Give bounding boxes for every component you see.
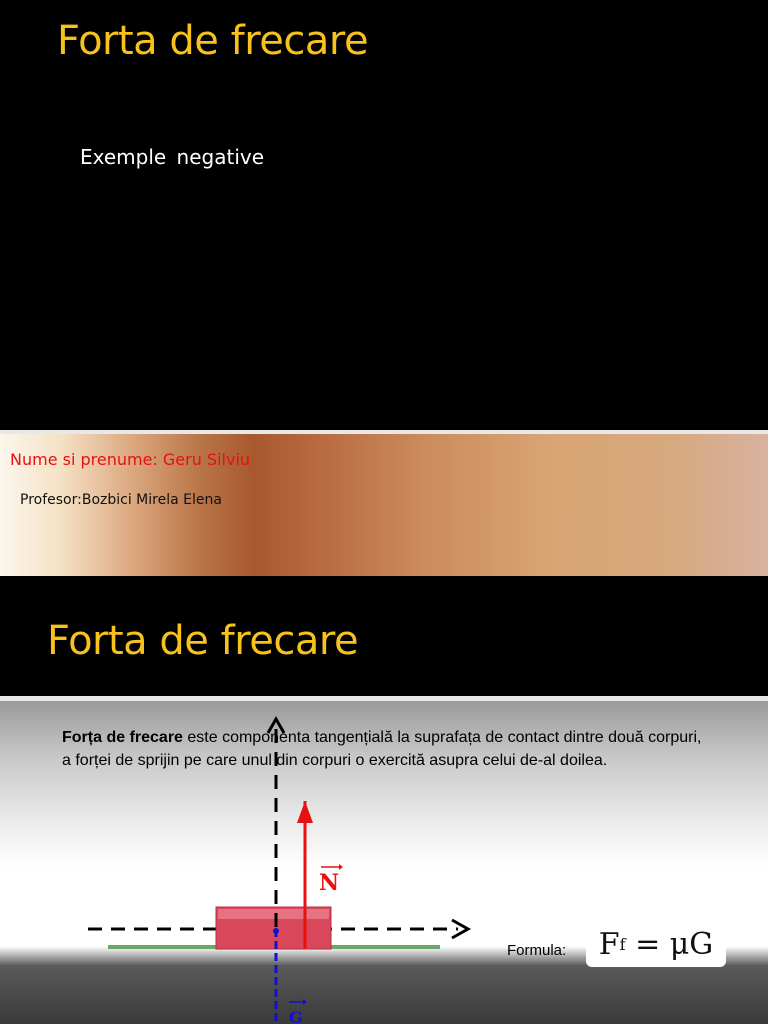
- formula-lhs: F: [598, 926, 620, 962]
- definition-term: Forța de frecare: [62, 729, 183, 746]
- slide-2-title: Forta de frecare: [47, 618, 359, 664]
- slide-1-title: Forta de frecare: [57, 18, 369, 64]
- g-vector-label: G: [289, 1008, 303, 1024]
- slide-2: [0, 576, 768, 1024]
- formula-rhs: = μG: [635, 926, 714, 962]
- block-highlight: [218, 909, 329, 919]
- slide-1-subtitle: Exemple negative: [80, 145, 265, 169]
- formula-subscript: f: [619, 934, 626, 954]
- professor-name: Profesor:Bozbici Mirela Elena: [20, 492, 222, 508]
- friction-formula: [586, 921, 726, 967]
- student-name: Nume si prenume: Geru Silviu: [10, 450, 251, 469]
- formula-label: Formula:: [507, 942, 567, 959]
- friction-definition: [62, 726, 702, 772]
- definition-text: este componenta tangențială la suprafața de contact dintre două corpuri, a forței de sprijin pe care unul din corpuri o exercită asupra celui de-al doilea.: [62, 729, 702, 769]
- normal-force-arrowhead: [297, 801, 313, 823]
- horizontal-axis-arrowhead: [452, 920, 468, 938]
- n-vector-label: N: [319, 870, 340, 896]
